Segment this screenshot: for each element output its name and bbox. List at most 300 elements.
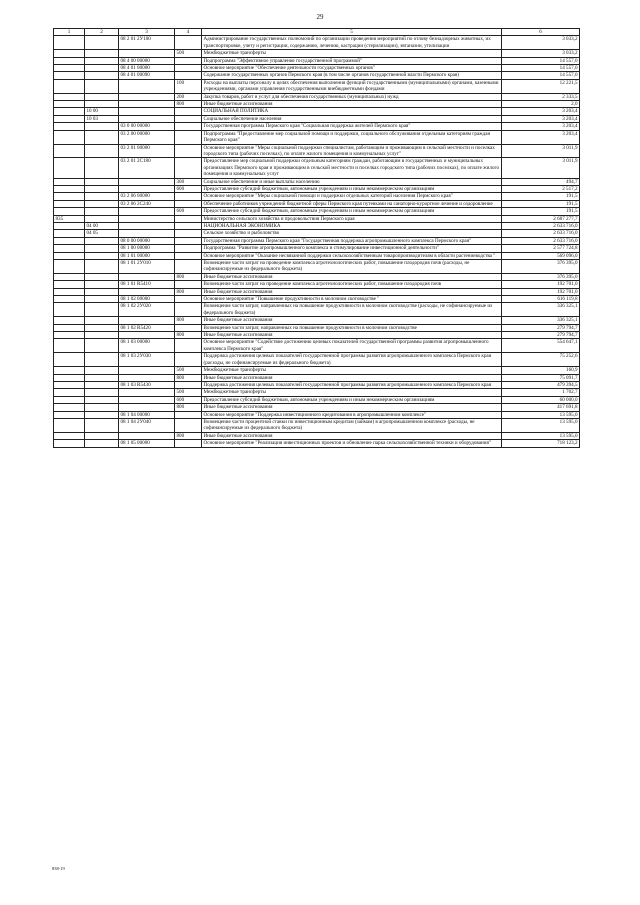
description-cell: Иные бюджетные ассигнования: [202, 432, 502, 439]
target-article-cell: [119, 273, 175, 280]
amount-cell: 2 633 716,0: [502, 237, 580, 244]
expense-type-cell: [175, 296, 202, 303]
expense-type-cell: [175, 411, 202, 418]
expense-type-cell: [175, 252, 202, 259]
table-row: [54, 123, 580, 130]
description-cell: Возмещение части процентной ставки по инвестиционным кредитам (займам) в агропромышленном комплексе (расходы, не софинансируемые из федерального бюджета): [202, 418, 502, 432]
ministry-code-cell: [54, 252, 85, 259]
ministry-code-cell: [54, 108, 85, 115]
target-article-cell: 08 0 00 00000: [119, 237, 175, 244]
footer-code: 838-19: [52, 866, 65, 871]
expense-type-cell: 800: [175, 101, 202, 108]
target-article-cell: 03 2 06 00000: [119, 193, 175, 200]
amount-cell: 13 595,0: [502, 418, 580, 432]
amount-cell: 192 701,0: [502, 281, 580, 288]
expense-type-cell: 200: [175, 93, 202, 100]
description-cell: Основное мероприятие "Поддержка инвестиционного кредитования в агропромышленном комплексе": [202, 411, 502, 418]
table-row: [54, 200, 580, 207]
amount-cell: 13 595,0: [502, 432, 580, 439]
amount-cell: 3 203,4: [502, 130, 580, 144]
ministry-code-cell: [54, 50, 85, 57]
table-row: [54, 404, 580, 411]
amount-cell: 3 203,4: [502, 123, 580, 130]
description-cell: Обеспечение работников учреждений бюджетной сферы Пермского края путевками на санаторно-курортное лечение и оздоровление: [202, 200, 502, 207]
target-article-cell: [119, 115, 175, 122]
table-row: [54, 411, 580, 418]
amount-cell: 191,5: [502, 193, 580, 200]
description-cell: Возмещение части затрат, направленных на повышение продуктивности в молочном скотоводстве (расходы, не софинансируемые из федерального бюджета): [202, 303, 502, 317]
table-row: [54, 324, 580, 331]
ministry-code-cell: [54, 200, 85, 207]
section-code-cell: [85, 418, 119, 432]
target-article-cell: 08 1 02 00000: [119, 296, 175, 303]
amount-cell: 160,9: [502, 367, 580, 374]
target-article-cell: 08 4 01 00000: [119, 65, 175, 72]
description-cell: Иные бюджетные ассигнования: [202, 288, 502, 295]
section-code-cell: [85, 50, 119, 57]
ministry-code-cell: 835: [54, 215, 85, 222]
amount-cell: 3 203,4: [502, 108, 580, 115]
table-row: [54, 317, 580, 324]
ministry-code-cell: [54, 36, 85, 50]
expense-type-cell: [175, 245, 202, 252]
description-cell: Министерство сельского хозяйства и продовольствия Пермского края: [202, 215, 502, 222]
amount-cell: 479 394,5: [502, 381, 580, 388]
page-number: 29: [316, 13, 324, 21]
expense-type-cell: [175, 353, 202, 367]
target-article-cell: [119, 404, 175, 411]
table-row: [54, 389, 580, 396]
target-article-cell: 08 1 01 2У010: [119, 260, 175, 274]
table-row: [54, 185, 580, 192]
target-article-cell: [119, 332, 175, 339]
table-row: [54, 353, 580, 367]
section-code-cell: 04 05: [85, 230, 119, 237]
section-code-cell: [85, 101, 119, 108]
table-row: [54, 332, 580, 339]
target-article-cell: 08 1 04 2У040: [119, 418, 175, 432]
expense-type-cell: [175, 130, 202, 144]
target-article-cell: [119, 108, 175, 115]
header-col-6: 6: [502, 29, 580, 36]
target-article-cell: [119, 288, 175, 295]
amount-cell: 192 701,0: [502, 288, 580, 295]
section-code-cell: [85, 404, 119, 411]
description-cell: Подпрограмма "Развитие агропромышленного комплекса и стимулирование инвестиционной деятельности": [202, 245, 502, 252]
description-cell: Предоставление субсидий бюджетным, автономным учреждениям и иным некоммерческим организациям: [202, 396, 502, 403]
description-cell: Иные бюджетные ассигнования: [202, 374, 502, 381]
target-article-cell: [119, 222, 175, 229]
description-cell: Межбюджетные трансферты: [202, 367, 502, 374]
description-cell: Основное мероприятие "Меры социальной поддержки специалистам, работающим и проживающим в сельской местности и поселках городского типа (рабочих поселках), по оплате жилого помещения и коммунальных услуг": [202, 144, 502, 158]
expense-type-cell: [175, 281, 202, 288]
target-article-cell: 08 1 02 R5420: [119, 324, 175, 331]
target-article-cell: 08 1 01 R5410: [119, 281, 175, 288]
expense-type-cell: 500: [175, 389, 202, 396]
target-article-cell: [119, 93, 175, 100]
target-article-cell: 08 1 03 R5430: [119, 381, 175, 388]
ministry-code-cell: [54, 324, 85, 331]
description-cell: Поддержка достижения целевых показателей государственной программы развития агропромышленного комплекса Пермского края (расходы, не софинансируемые из федерального бюджета): [202, 353, 502, 367]
section-code-cell: [85, 130, 119, 144]
description-cell: Основное мероприятие "Реализация инвестиционных проектов и обновление парка сельскохозяйственной техники и оборудования": [202, 440, 502, 447]
ministry-code-cell: [54, 72, 85, 79]
ministry-code-cell: [54, 317, 85, 324]
expense-type-cell: 500: [175, 50, 202, 57]
target-article-cell: [119, 317, 175, 324]
section-code-cell: [85, 193, 119, 200]
expense-type-cell: [175, 108, 202, 115]
table-row: [54, 273, 580, 280]
expense-type-cell: [175, 339, 202, 353]
amount-cell: 2 633 716,0: [502, 222, 580, 229]
section-code-cell: [85, 374, 119, 381]
amount-cell: 494,7: [502, 178, 580, 185]
description-cell: Закупка товаров, работ и услуг для обеспечения государственных (муниципальных) нужд: [202, 93, 502, 100]
ministry-code-cell: [54, 222, 85, 229]
table-row: [54, 93, 580, 100]
amount-cell: 13 595,0: [502, 411, 580, 418]
description-cell: Сельское хозяйство и рыболовство: [202, 230, 502, 237]
table-row: [54, 50, 580, 57]
section-code-cell: [85, 252, 119, 259]
section-code-cell: 10 03: [85, 115, 119, 122]
expense-type-cell: 800: [175, 332, 202, 339]
table-row: [54, 381, 580, 388]
ministry-code-cell: [54, 303, 85, 317]
table-row: [54, 57, 580, 64]
expense-type-cell: [175, 324, 202, 331]
description-cell: Иные бюджетные ассигнования: [202, 404, 502, 411]
ministry-code-cell: [54, 245, 85, 252]
expense-type-cell: [175, 193, 202, 200]
target-article-cell: 08 1 04 00000: [119, 411, 175, 418]
amount-cell: 60 000,0: [502, 396, 580, 403]
section-code-cell: [85, 296, 119, 303]
target-article-cell: [119, 208, 175, 215]
expense-type-cell: [175, 260, 202, 274]
section-code-cell: [85, 260, 119, 274]
section-code-cell: [85, 144, 119, 158]
table-row: [54, 193, 580, 200]
description-cell: Подпрограмма "Предоставление мер социальной помощи и поддержки, социального обслуживания отдельным категориям граждан Пермского края": [202, 130, 502, 144]
section-code-cell: [85, 288, 119, 295]
table-row: [54, 288, 580, 295]
table-row: [54, 108, 580, 115]
description-cell: Государственная программа Пермского края "Социальная поддержка жителей Пермского края": [202, 123, 502, 130]
description-cell: Администрирование государственных полномочий по организации проведения мероприятий по отлову безнадзорных животных, их транспортировке, учету и регистрации, содержанию, лечению, кастрации (стерилизации), эвтаназии, утилизации: [202, 36, 502, 50]
table-row: [54, 281, 580, 288]
expense-type-cell: [175, 115, 202, 122]
ministry-code-cell: [54, 396, 85, 403]
target-article-cell: [119, 230, 175, 237]
description-cell: СОЦИАЛЬНАЯ ПОЛИТИКА: [202, 108, 502, 115]
description-cell: Основное мероприятие "Меры социальной помощи и поддержки отдельных категорий населения Пермского края": [202, 193, 502, 200]
ministry-code-cell: [54, 57, 85, 64]
ministry-code-cell: [54, 260, 85, 274]
ministry-code-cell: [54, 101, 85, 108]
ministry-code-cell: [54, 230, 85, 237]
target-article-cell: 03 2 00 00000: [119, 130, 175, 144]
expense-type-cell: [175, 440, 202, 447]
expense-type-cell: [175, 222, 202, 229]
section-code-cell: [85, 381, 119, 388]
table-row: [54, 222, 580, 229]
ministry-code-cell: [54, 374, 85, 381]
ministry-code-cell: [54, 123, 85, 130]
expense-type-cell: [175, 57, 202, 64]
target-article-cell: 08 1 00 00000: [119, 245, 175, 252]
section-code-cell: [85, 57, 119, 64]
amount-cell: 3 203,4: [502, 115, 580, 122]
amount-cell: 2,0: [502, 101, 580, 108]
expense-type-cell: 300: [175, 178, 202, 185]
section-code-cell: [85, 93, 119, 100]
table-row: [54, 215, 580, 222]
target-article-cell: 03 2 01 00000: [119, 144, 175, 158]
target-article-cell: [119, 396, 175, 403]
table-row: [54, 440, 580, 447]
expense-type-cell: 800: [175, 374, 202, 381]
description-cell: Основное мероприятие "Повышение продуктивности в молочном скотоводстве ": [202, 296, 502, 303]
table-row: [54, 374, 580, 381]
section-code-cell: [85, 79, 119, 93]
target-article-cell: 08 1 03 2У030: [119, 353, 175, 367]
ministry-code-cell: [54, 367, 85, 374]
target-article-cell: 03 2 06 2С240: [119, 200, 175, 207]
description-cell: Межбюджетные трансферты: [202, 389, 502, 396]
section-code-cell: [85, 178, 119, 185]
table-row: [54, 208, 580, 215]
target-article-cell: [119, 101, 175, 108]
amount-cell: 279 794,7: [502, 324, 580, 331]
ministry-code-cell: [54, 288, 85, 295]
amount-cell: 75 252,6: [502, 353, 580, 367]
target-article-cell: 08 1 02 2У020: [119, 303, 175, 317]
expense-type-cell: 600: [175, 208, 202, 215]
target-article-cell: [119, 367, 175, 374]
section-code-cell: [85, 389, 119, 396]
ministry-code-cell: [54, 208, 85, 215]
table-row: [54, 367, 580, 374]
description-cell: Возмещение части затрат на проведение комплекса агротехнологических работ, повышение плодородия почв (расходы, не софинансируемые из федерального бюджета): [202, 260, 502, 274]
target-article-cell: [119, 374, 175, 381]
description-cell: Предоставление субсидий бюджетным, автономным учреждениям и иным некоммерческим организациям: [202, 208, 502, 215]
ministry-code-cell: [54, 296, 85, 303]
ministry-code-cell: [54, 130, 85, 144]
description-cell: Иные бюджетные ассигнования: [202, 101, 502, 108]
target-article-cell: 03 2 01 2С180: [119, 158, 175, 178]
table-row: [54, 339, 580, 353]
section-code-cell: [85, 123, 119, 130]
table-row: [54, 432, 580, 439]
target-article-cell: 08 4 01 00090: [119, 72, 175, 79]
expense-type-cell: 800: [175, 317, 202, 324]
ministry-code-cell: [54, 339, 85, 353]
target-article-cell: [119, 50, 175, 57]
target-article-cell: [119, 178, 175, 185]
description-cell: Иные бюджетные ассигнования: [202, 273, 502, 280]
amount-cell: 279 794,7: [502, 332, 580, 339]
ministry-code-cell: [54, 432, 85, 439]
ministry-code-cell: [54, 404, 85, 411]
target-article-cell: 08 2 01 2У100: [119, 36, 175, 50]
amount-cell: 554 647,1: [502, 339, 580, 353]
table-row: [54, 178, 580, 185]
header-col-4: 4: [175, 29, 202, 36]
target-article-cell: [119, 389, 175, 396]
amount-cell: 2 687 277,7: [502, 215, 580, 222]
description-cell: Основное мероприятие "Обеспечение деятельности государственных органов": [202, 65, 502, 72]
ministry-code-cell: [54, 332, 85, 339]
amount-cell: 336 325,1: [502, 317, 580, 324]
expense-type-cell: [175, 215, 202, 222]
section-code-cell: [85, 208, 119, 215]
amount-cell: 2 577 724,8: [502, 245, 580, 252]
ministry-code-cell: [54, 185, 85, 192]
section-code-cell: [85, 353, 119, 367]
description-cell: Возмещение части затрат, направленных на повышение продуктивности в молочном скотоводстве: [202, 324, 502, 331]
ministry-code-cell: [54, 178, 85, 185]
ministry-code-cell: [54, 389, 85, 396]
ministry-code-cell: [54, 281, 85, 288]
ministry-code-cell: [54, 79, 85, 93]
description-cell: Основное мероприятие "Содействие достижению целевых показателей государственной программы развития агропромышленного комплекса Пермского края": [202, 339, 502, 353]
table-row: [54, 418, 580, 432]
description-cell: Иные бюджетные ассигнования: [202, 332, 502, 339]
amount-cell: 3 033,2: [502, 36, 580, 50]
description-cell: Иные бюджетные ассигнования: [202, 317, 502, 324]
table-row: [54, 260, 580, 274]
expense-type-cell: 800: [175, 273, 202, 280]
amount-cell: 12 221,5: [502, 79, 580, 93]
expense-type-cell: 600: [175, 185, 202, 192]
amount-cell: 3 033,2: [502, 50, 580, 57]
ministry-code-cell: [54, 237, 85, 244]
section-code-cell: [85, 440, 119, 447]
description-cell: Предоставление мер социальной поддержки отдельным категориям граждан, работающим в государственных и муниципальных организациях Пермского края и проживающим в сельской местности и поселках городского типа (рабочих поселках), по оплате жилого помещения и коммунальных услуг: [202, 158, 502, 178]
description-cell: НАЦИОНАЛЬНАЯ ЭКОНОМИКА: [202, 222, 502, 229]
amount-cell: 417 691,8: [502, 404, 580, 411]
amount-cell: 14 557,0: [502, 72, 580, 79]
amount-cell: 376 395,0: [502, 260, 580, 274]
description-cell: Социальное обеспечение и иные выплаты населению: [202, 178, 502, 185]
table-row: [54, 101, 580, 108]
expense-type-cell: [175, 36, 202, 50]
expense-type-cell: [175, 237, 202, 244]
ministry-code-cell: [54, 65, 85, 72]
amount-cell: 336 325,1: [502, 303, 580, 317]
expense-type-cell: 100: [175, 79, 202, 93]
ministry-code-cell: [54, 418, 85, 432]
amount-cell: 569 096,0: [502, 252, 580, 259]
ministry-code-cell: [54, 273, 85, 280]
target-article-cell: 08 1 05 00000: [119, 440, 175, 447]
ministry-code-cell: [54, 353, 85, 367]
expense-type-cell: 800: [175, 288, 202, 295]
description-cell: Подпрограмма "Эффективное управление государственной программой": [202, 57, 502, 64]
section-code-cell: [85, 200, 119, 207]
description-cell: Поддержка достижения целевых показателей государственной программы развития агропромышленного комплекса Пермского края: [202, 381, 502, 388]
ministry-code-cell: [54, 381, 85, 388]
ministry-code-cell: [54, 93, 85, 100]
expense-type-cell: [175, 123, 202, 130]
expense-type-cell: [175, 72, 202, 79]
expense-type-cell: [175, 418, 202, 432]
expense-type-cell: [175, 158, 202, 178]
expense-type-cell: 500: [175, 367, 202, 374]
expense-type-cell: 800: [175, 404, 202, 411]
amount-cell: 75 091,7: [502, 374, 580, 381]
section-code-cell: [85, 237, 119, 244]
expense-type-cell: [175, 230, 202, 237]
expense-type-cell: 600: [175, 396, 202, 403]
ministry-code-cell: [54, 115, 85, 122]
section-code-cell: [85, 281, 119, 288]
amount-cell: 3 011,9: [502, 144, 580, 158]
budget-table: [53, 28, 580, 448]
section-code-cell: [85, 332, 119, 339]
table-row: [54, 158, 580, 178]
target-article-cell: [119, 79, 175, 93]
table-header-row: [54, 29, 580, 36]
description-cell: Расходы на выплаты персоналу в целях обеспечения выполнения функций государственными (муниципальными) органами, казенными учреждениями, органами управления государственными внебюджетными фондами: [202, 79, 502, 93]
section-code-cell: [85, 158, 119, 178]
table-row: [54, 115, 580, 122]
table-row: [54, 396, 580, 403]
ministry-code-cell: [54, 193, 85, 200]
table-body: [54, 36, 580, 447]
amount-cell: 3 011,9: [502, 158, 580, 178]
amount-cell: 718 123,2: [502, 440, 580, 447]
description-cell: Возмещение части затрат на проведение комплекса агротехнологических работ, повышение плодородия почв: [202, 281, 502, 288]
target-article-cell: [119, 432, 175, 439]
section-code-cell: [85, 367, 119, 374]
header-col-1: 1: [54, 29, 85, 36]
target-article-cell: 08 1 03 00000: [119, 339, 175, 353]
section-code-cell: [85, 432, 119, 439]
ministry-code-cell: [54, 144, 85, 158]
table-row: [54, 36, 580, 50]
description-cell: Содержание государственных органов Пермского края (в том числе органов государственной власти Пермского края): [202, 72, 502, 79]
section-code-cell: [85, 339, 119, 353]
ministry-code-cell: [54, 411, 85, 418]
amount-cell: 14 557,0: [502, 57, 580, 64]
section-code-cell: [85, 245, 119, 252]
table-row: [54, 237, 580, 244]
section-code-cell: [85, 303, 119, 317]
ministry-code-cell: [54, 440, 85, 447]
amount-cell: 191,5: [502, 208, 580, 215]
header-col-2: 2: [85, 29, 119, 36]
table-row: [54, 296, 580, 303]
table-row: [54, 252, 580, 259]
expense-type-cell: [175, 65, 202, 72]
header-col-3: 3: [119, 29, 175, 36]
amount-cell: 2 333,5: [502, 93, 580, 100]
expense-type-cell: [175, 303, 202, 317]
table-row: [54, 130, 580, 144]
section-code-cell: [85, 36, 119, 50]
amount-cell: 2 517,2: [502, 185, 580, 192]
amount-cell: 14 557,0: [502, 65, 580, 72]
target-article-cell: [119, 185, 175, 192]
table-row: [54, 230, 580, 237]
amount-cell: 376 395,0: [502, 273, 580, 280]
table-row: [54, 72, 580, 79]
amount-cell: 1 702,7: [502, 389, 580, 396]
target-article-cell: 08 4 00 00000: [119, 57, 175, 64]
